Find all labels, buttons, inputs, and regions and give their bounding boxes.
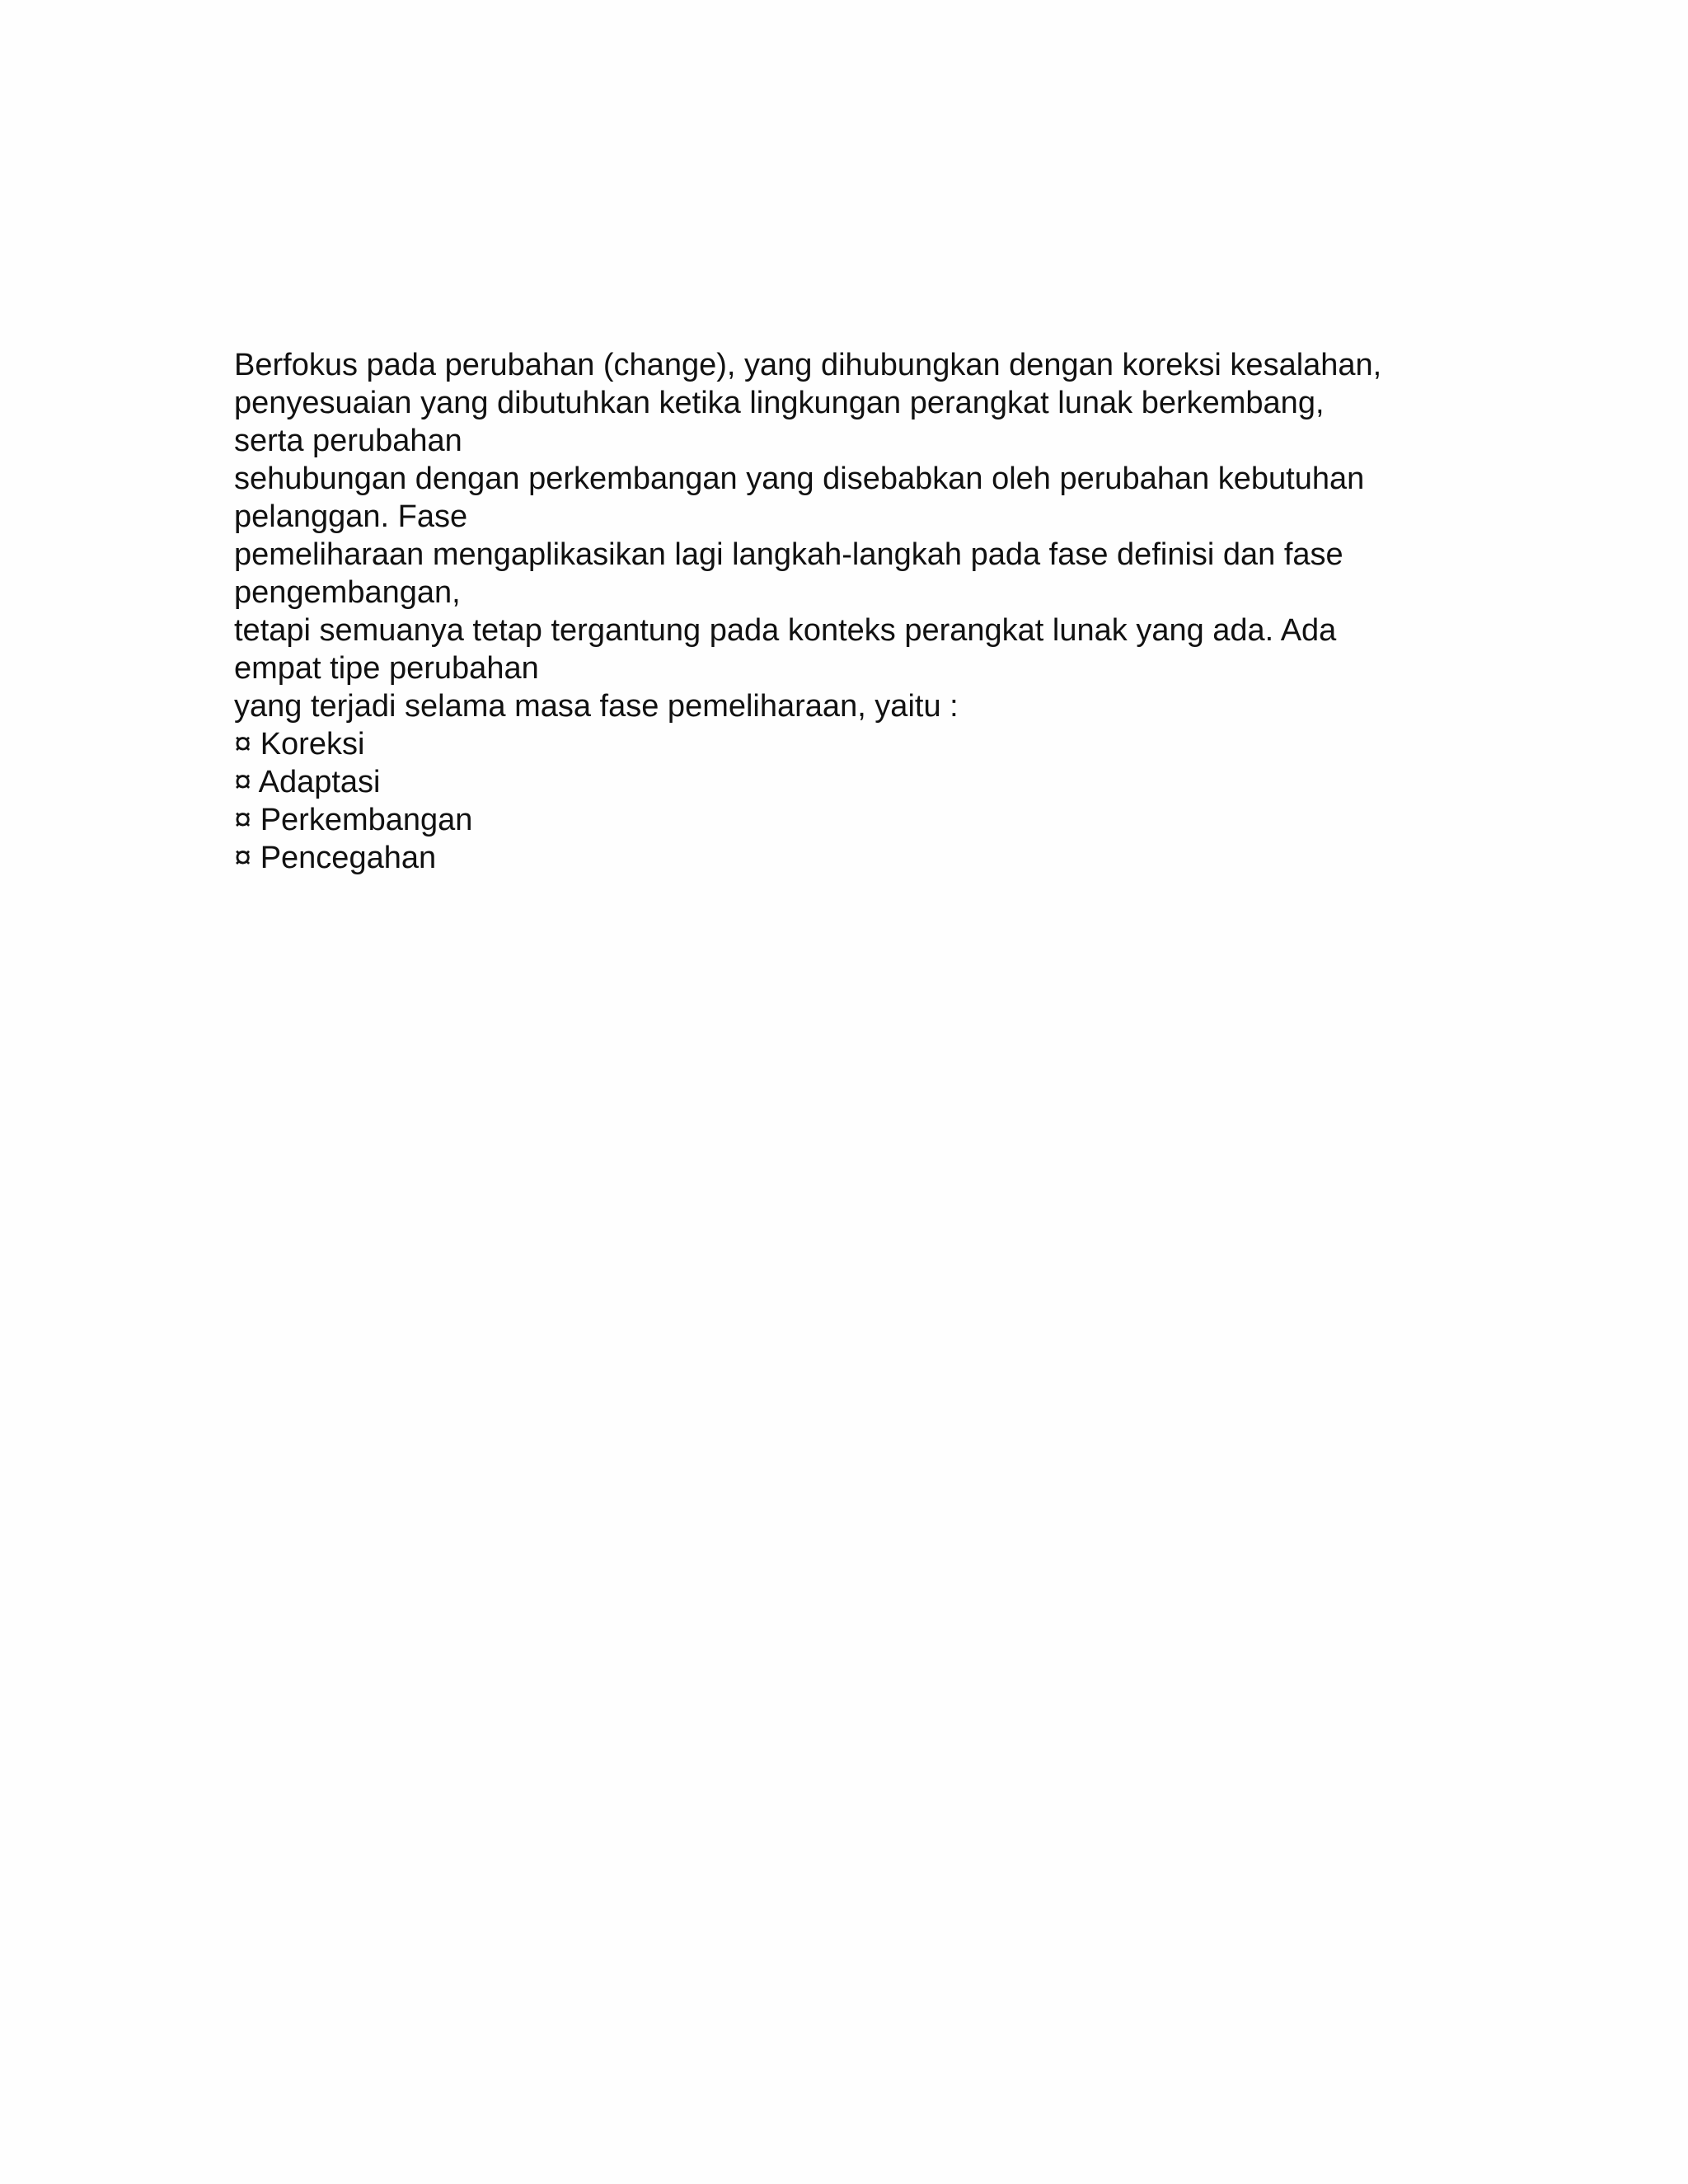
paragraph-line: pemeliharaan mengaplikasikan lagi langkah-langkah pada fase definisi dan fase — [234, 537, 1343, 572]
paragraph-line: pengembangan, — [234, 575, 461, 610]
paragraph-line: sehubungan dengan perkembangan yang disebabkan oleh perubahan kebutuhan — [234, 462, 1365, 496]
list-item-perkembangan: ¤ Perkembangan — [234, 803, 473, 837]
paragraph-line: tetapi semuanya tetap tergantung pada konteks perangkat lunak yang ada. Ada — [234, 613, 1337, 648]
list-item-pencegahan: ¤ Pencegahan — [234, 841, 437, 875]
list-item-adaptasi: ¤ Adaptasi — [234, 765, 381, 799]
paragraph-line: yang terjadi selama masa fase pemeliharaan, yaitu : — [234, 689, 959, 724]
paragraph-line: empat tipe perubahan — [234, 651, 539, 686]
document-body — [234, 346, 1470, 877]
paragraph-line: penyesuaian yang dibutuhkan ketika lingkungan perangkat lunak berkembang, — [234, 386, 1325, 420]
paragraph-line: serta perubahan — [234, 424, 462, 458]
paragraph-line: pelanggan. Fase — [234, 499, 468, 534]
list-item-koreksi: ¤ Koreksi — [234, 727, 365, 762]
paragraph-line: Berfokus pada perubahan (change), yang dihubungkan dengan koreksi kesalahan, — [234, 348, 1382, 382]
